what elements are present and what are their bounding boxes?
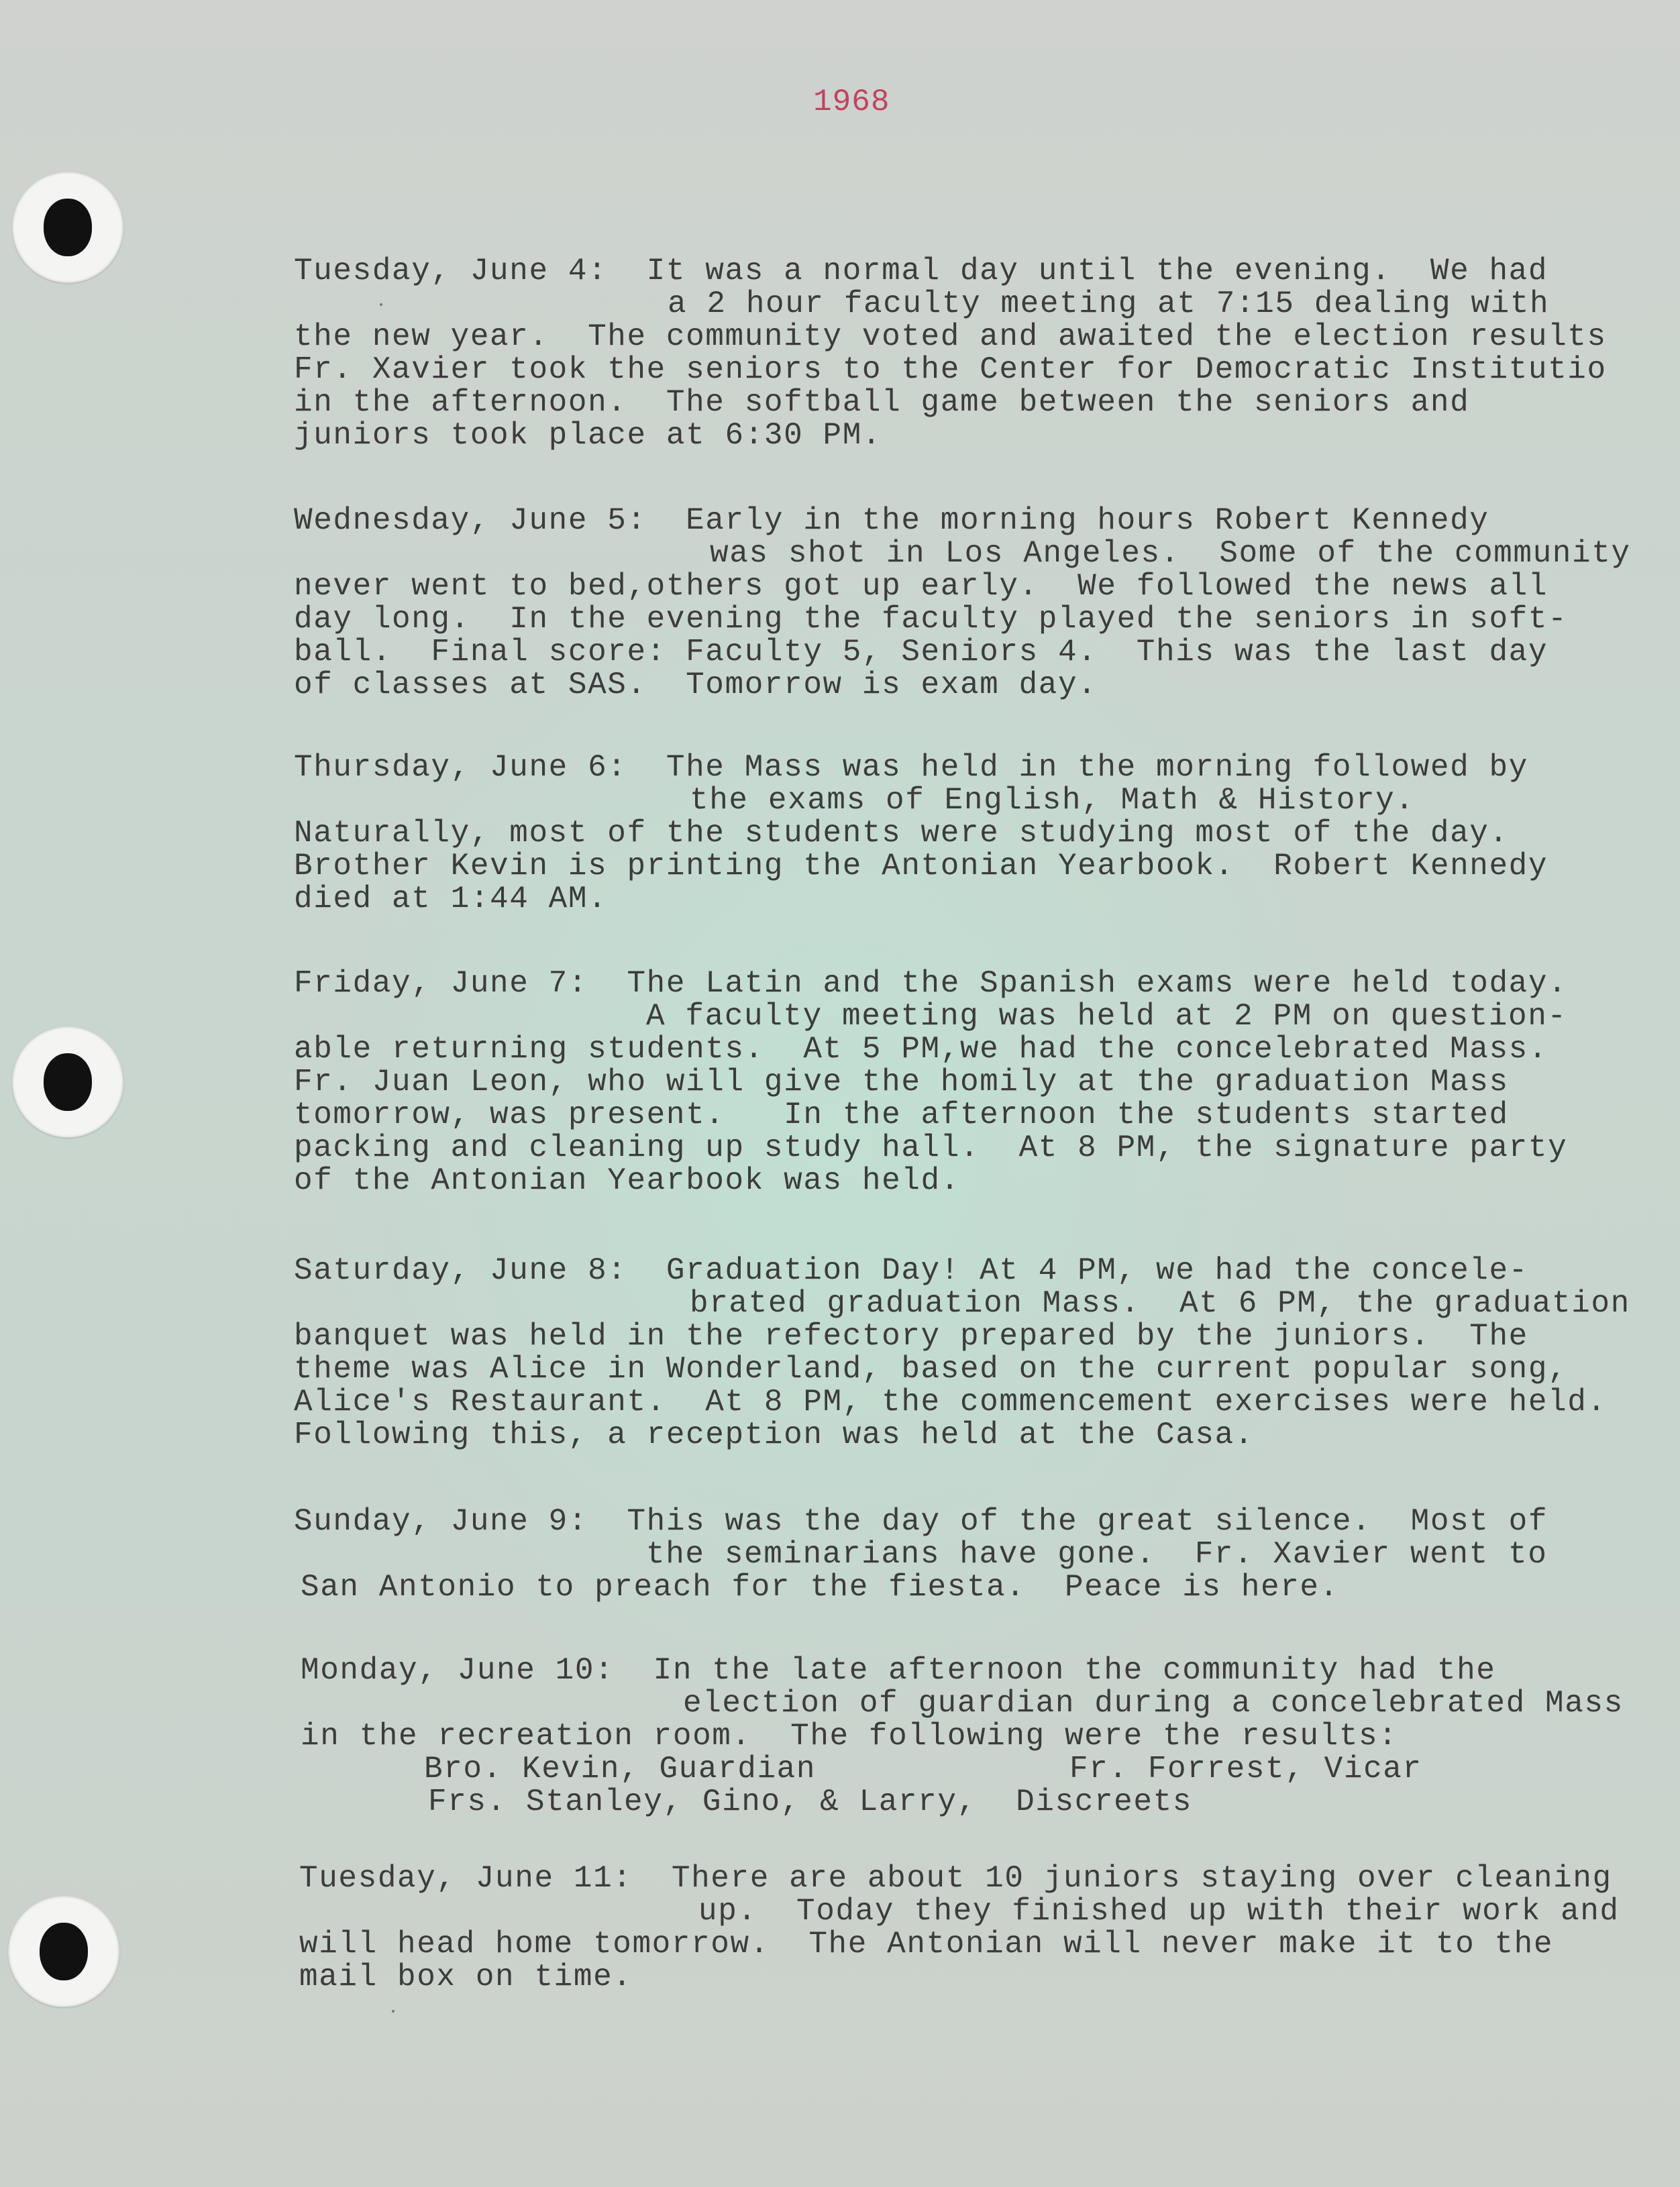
entry-line: of classes at SAS. Tomorrow is exam day.: [294, 668, 1098, 702]
entry-line: the new year. The community voted and awaited the election results: [294, 319, 1607, 354]
paper-speck: [392, 2010, 395, 2013]
binder-hole-bottom: [8, 1896, 119, 2007]
entry-line: Tuesday, June 11: There are about 10 juniors staying over cleaning: [299, 1861, 1612, 1896]
diary-entry-june-5: [294, 504, 1663, 702]
entry-line: day long. In the evening the faculty played the seniors in soft-: [294, 602, 1568, 637]
election-results: [301, 1753, 1669, 1786]
entry-line: of the Antonian Yearbook was held.: [294, 1163, 960, 1198]
entry-line: Brother Kevin is printing the Antonian Yearbook. Robert Kennedy: [294, 849, 1548, 884]
entry-line: Following this, a reception was held at the Casa.: [294, 1418, 1255, 1452]
entry-line: the seminarians have gone. Fr. Xavier went to: [646, 1537, 1548, 1572]
binder-hole-middle: [12, 1026, 123, 1138]
entry-line: Fr. Juan Leon, who will give the homily at the graduation Mass: [294, 1065, 1509, 1100]
entry-line: the exams of English, Math & History.: [690, 783, 1415, 818]
entry-line: Fr. Xavier took the seniors to the Center for Democratic Institutio: [294, 352, 1607, 387]
entry-line: Tuesday, June 4: It was a normal day until the evening. We had: [294, 254, 1548, 288]
entry-line: Naturally, most of the students were studying most of the day.: [294, 816, 1509, 851]
diary-entry-june-11: [299, 1862, 1668, 1994]
entry-line: brated graduation Mass. At 6 PM, the graduation: [690, 1286, 1630, 1321]
result-vicar: Fr. Forrest, Vicar: [1069, 1752, 1422, 1786]
entry-line: juniors took place at 6:30 PM.: [294, 418, 882, 453]
diary-entry-june-7: [294, 967, 1663, 1197]
entry-line: election of guardian during a concelebrated Mass: [683, 1686, 1624, 1721]
entry-line: will head home tomorrow. The Antonian will never make it to the: [299, 1927, 1554, 1962]
page-year: 1968: [813, 85, 890, 119]
diary-entry-june-4: [294, 255, 1663, 452]
entry-line: packing and cleaning up study hall. At 8 PM, the signature party: [294, 1130, 1568, 1165]
entry-line: Monday, June 10: In the late afternoon the community had the: [301, 1653, 1496, 1688]
entry-line: Sunday, June 9: This was the day of the great silence. Most of: [294, 1504, 1548, 1539]
entry-line: Friday, June 7: The Latin and the Spanish exams were held today.: [294, 966, 1568, 1001]
entry-line: in the recreation room. The following were the results:: [301, 1719, 1398, 1754]
entry-line: up. Today they finished up with their work and: [698, 1894, 1620, 1929]
paper-speck: [380, 303, 382, 306]
diary-entry-june-10: [301, 1654, 1669, 1819]
diary-entry-june-8: [294, 1255, 1663, 1452]
entry-line: mail box on time.: [299, 1960, 633, 1994]
entry-line: San Antonio to preach for the fiesta. Peace is here.: [301, 1570, 1339, 1605]
entry-line: able returning students. At 5 PM,we had the concelebrated Mass.: [294, 1032, 1548, 1067]
entry-line: never went to bed,others got up early. We followed the news all: [294, 569, 1548, 604]
entry-line: theme was Alice in Wonderland, based on the current popular song,: [294, 1352, 1568, 1387]
entry-line: tomorrow, was present. In the afternoon the students started: [294, 1098, 1509, 1132]
entry-line: died at 1:44 AM.: [294, 882, 608, 916]
entry-line: Saturday, June 8: Graduation Day! At 4 PM, we had the concele-: [294, 1253, 1528, 1288]
entry-line: ball. Final score: Faculty 5, Seniors 4. This was the last day: [294, 635, 1548, 670]
diary-entry-june-6: [294, 751, 1663, 916]
binder-hole-top: [12, 172, 123, 283]
entry-line: Thursday, June 6: The Mass was held in the morning followed by: [294, 750, 1528, 785]
entry-line: Wednesday, June 5: Early in the morning hours Robert Kennedy: [294, 503, 1489, 538]
diary-entry-june-9: [294, 1505, 1663, 1604]
entry-line: A faculty meeting was held at 2 PM on question-: [646, 999, 1567, 1034]
result-guardian: Bro. Kevin, Guardian: [424, 1752, 817, 1786]
entry-line: a 2 hour faculty meeting at 7:15 dealing with: [668, 286, 1550, 321]
entry-line: banquet was held in the refectory prepared by the juniors. The: [294, 1319, 1528, 1354]
entry-line: in the afternoon. The softball game between the seniors and: [294, 385, 1470, 420]
entry-line: was shot in Los Angeles. Some of the community: [710, 536, 1631, 571]
result-discreets: Frs. Stanley, Gino, & Larry, Discreets: [428, 1784, 1192, 1819]
entry-line: Alice's Restaurant. At 8 PM, the commencement exercises were held.: [294, 1385, 1607, 1420]
